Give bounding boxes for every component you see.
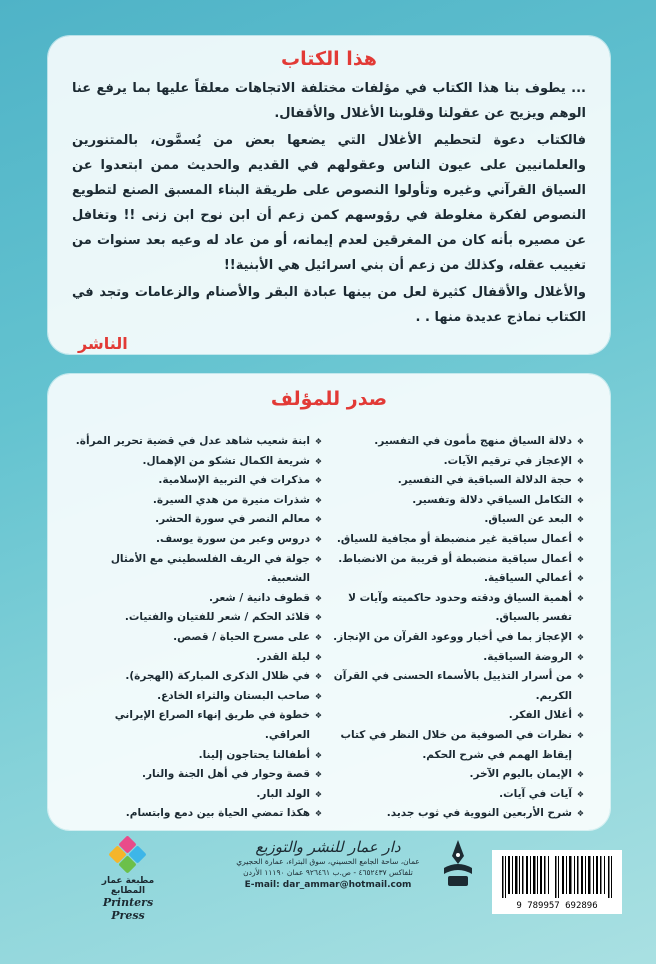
book-list-item: ❖ الولد البار. <box>72 785 322 805</box>
book-list-item: ❖ أعمال سياقية غير منضبطة أو مجافية للسياق. <box>320 530 584 550</box>
books-left-column <box>72 432 322 824</box>
publisher-name: دار عمار للنشر والتوزيع <box>255 838 401 856</box>
book-list-item: ❖ البعد عن السياق. <box>320 510 584 530</box>
book-list-item: ❖ أهمية السياق ودقته وحدود حاكميته وآيات لا تفسر بالسياق. <box>320 589 584 628</box>
book-list-item: ❖ أعمالي السياقية. <box>320 569 584 589</box>
book-list-item: ❖ في ظلال الذكرى المباركة (الهجرة). <box>72 667 322 687</box>
book-list-item: ❖ أطفالنا يحتاجون إلينا. <box>72 746 322 766</box>
publisher-address: عمان، ساحة الجامع الحسيني، سوق البتراء، عمارة الحجيري <box>236 857 420 866</box>
about-paragraph: ... يطوف بنا هذا الكتاب في مؤلفات مختلفة الاتجاهات معلقاً عليها بما يرفع عنا الوهم ويزيح عن عقولنا وقلوبنا الأغلال والأقفال. <box>72 81 586 121</box>
book-list-item: ❖ هكذا تمضي الحياة بين دمع وابتسام. <box>72 804 322 824</box>
book-list-item: ❖ ابنة شعيب شاهد عدل في قضية تحرير المرأة. <box>72 432 322 452</box>
about-title: هذا الكتاب <box>281 48 377 70</box>
book-list-item: ❖ خطوة في طريق إنهاء الصراع الإيراني العراقي. <box>72 706 322 745</box>
books-right-column <box>320 432 584 824</box>
book-list-item: ❖ حجة الدلالة السياقية في التفسير. <box>320 471 584 491</box>
book-list-item: ❖ من أسرار التذييل بالأسماء الحسنى في القرآن الكريم. <box>320 667 584 706</box>
about-paragraph: والأغلال والأقفال كثيرة لعل من بينها عبادة البقر والأصنام والزعامات وتجد في الكتاب نماذج عديدة منها . . <box>72 285 586 325</box>
printer-logo-icon <box>108 838 148 872</box>
book-list-item: ❖ الإعجاز في ترقيم الآيات. <box>320 452 584 472</box>
book-list-item: ❖ مذكرات في التربية الإسلامية. <box>72 471 322 491</box>
book-list-item: ❖ آيات في آيات. <box>320 785 584 805</box>
book-list-item: ❖ أعمال سياقية منضبطة أو قريبة من الانضباط. <box>320 550 584 570</box>
publisher-info <box>216 838 440 890</box>
book-list-item: ❖ صاحب البستان والثراء الخادع. <box>72 687 322 707</box>
book-list-item: ❖ شذرات منيرة من هدي السيرة. <box>72 491 322 511</box>
publisher-contact: تلفاكس ٤٦٥٢٤٣٧ - ص.ب ٩٢٦٤٦١ عمان ١١١٩٠ الأردن <box>243 868 413 877</box>
book-list-item: ❖ الروضة السياقية. <box>320 648 584 668</box>
about-paragraph: فالكتاب دعوة لتحطيم الأغلال التي يضعها بعض من يُسمَّون، بالمتنورين والعلمانيين على عيون الناس وعقولهم في القديم والحديث ممن ابتعدوا عن السياق القرآني وغيره وتأولوا النصوص على طريقة البناء المسبق الصنع لتطويع النصوص لفكرة مغلوطة في رؤوسهم كمن زعم أن ابن نوح ابن زنى !! وتغافل عن مصيره بأنه كان من المغرقين لعدم إيمانه، أو من عاد له وعيه بعد سنوات من تغييب عقله، وكذلك من زعم أن بني اسرائيل هي الأبنية!! <box>72 133 586 273</box>
book-list-item: ❖ دروس وعبر من سورة يوسف. <box>72 530 322 550</box>
printer-logo <box>88 838 168 922</box>
publisher-pen-icon <box>440 838 476 890</box>
book-list-item: ❖ الإعجاز بما في أخبار ووعود القرآن من الإنجاز. <box>320 628 584 648</box>
book-list-item: ❖ معالم النصر في سورة الحشر. <box>72 510 322 530</box>
isbn-number: 9 789957 692896 <box>516 901 598 911</box>
book-list-item: ❖ الإيمان باليوم الآخر. <box>320 765 584 785</box>
book-list-item: ❖ شريعة الكمال تشكو من الإهمال. <box>72 452 322 472</box>
book-list-item: ❖ قصة وحوار في أهل الجنة والنار. <box>72 765 322 785</box>
book-list-item: ❖ نظرات في الصوفية من خلال النظر في كتاب إيقاظ الهمم في شرح الحكم. <box>320 726 584 765</box>
book-list-item: ❖ قلائد الحكم / شعر للفتيان والفتيات. <box>72 608 322 628</box>
author-books-panel <box>48 374 610 830</box>
publisher-signature: الناشر <box>78 334 128 353</box>
book-list-item: ❖ دلالة السياق منهج مأمون في التفسير. <box>320 432 584 452</box>
printer-name-en: Printers Press <box>102 896 154 922</box>
barcode-icon <box>500 856 614 898</box>
book-list-item: ❖ جولة في الريف الفلسطيني مع الأمثال الشعبية. <box>72 550 322 589</box>
publisher-email: E-mail: dar_ammar@hotmail.com <box>244 880 412 890</box>
book-list-item: ❖ على مسرح الحياة / قصص. <box>72 628 322 648</box>
printer-name-ar: مطبعة عمار المطابع <box>101 876 155 896</box>
book-list-item: ❖ قطوف دانية / شعر. <box>72 589 322 609</box>
isbn-barcode <box>492 850 622 914</box>
book-list-item: ❖ أغلال الفكر. <box>320 706 584 726</box>
about-book-panel <box>48 36 610 354</box>
book-list-item: ❖ التكامل السياقي دلالة وتفسير. <box>320 491 584 511</box>
book-list-item: ❖ شرح الأربعين النووية في ثوب جديد. <box>320 804 584 824</box>
author-books-title: صدر للمؤلف <box>270 388 388 410</box>
book-list-item: ❖ ليلة القدر. <box>72 648 322 668</box>
